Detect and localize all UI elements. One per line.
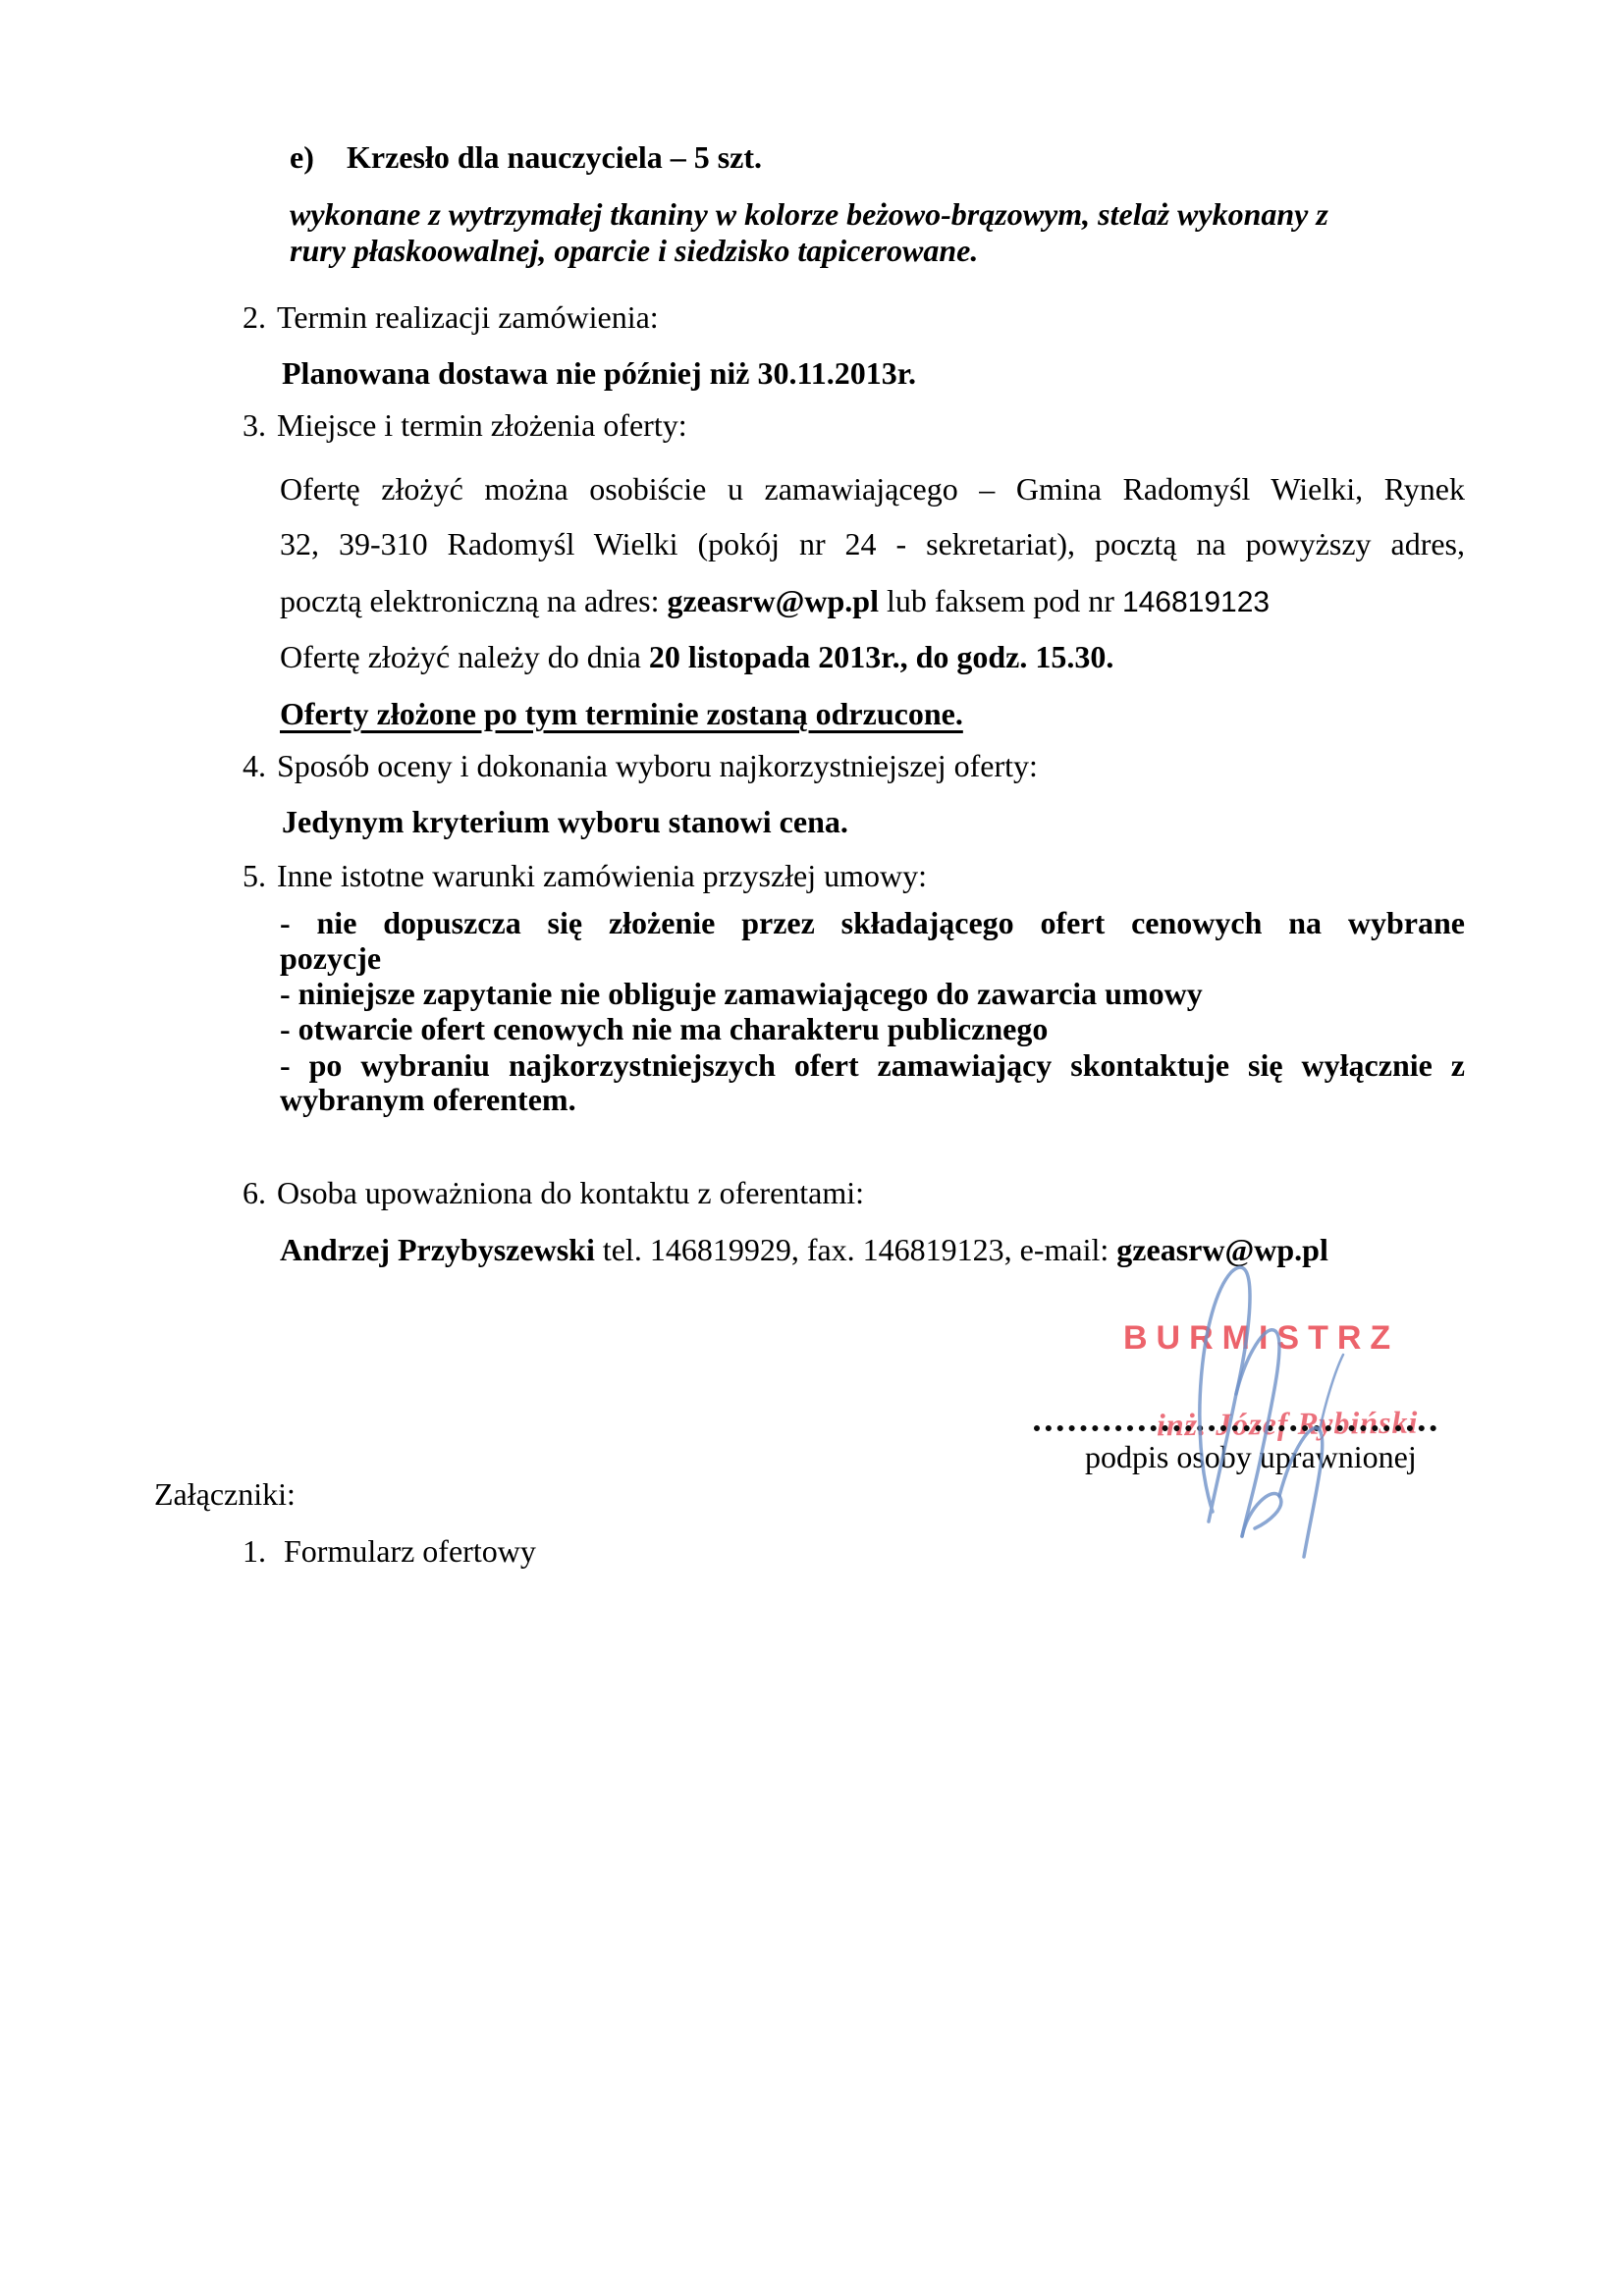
item-5-heading xyxy=(243,857,927,894)
item-e-description-line2: rury płaskoowalnej, oparcie i siedzisko tapicerowane. xyxy=(290,233,979,268)
item-5-condition-line6: wybranym oferentem. xyxy=(280,1082,576,1117)
item-5-condition-line1: - nie dopuszcza się złożenie przez składającego ofert cenowych na wybrane xyxy=(280,905,1465,940)
pen-signature xyxy=(1119,1255,1424,1567)
item-4-label: Sposób oceny i dokonania wyboru najkorzystniejszej oferty: xyxy=(277,748,1038,783)
item-3-deadline-line xyxy=(280,638,1113,675)
item-e-heading xyxy=(290,138,762,176)
item-e-title: Krzesło dla nauczyciela – 5 szt. xyxy=(347,139,763,175)
item-e-description-line1: wykonane z wytrzymałej tkaniny w kolorze beżowo-brązowym, stelaż wykonany z xyxy=(290,196,1328,232)
deadline-intro-text: Ofertę złożyć należy do dnia xyxy=(280,639,649,674)
item-5-condition-line3: - niniejsze zapytanie nie obliguje zamawiającego do zawarcia umowy xyxy=(280,976,1203,1011)
item-5-label: Inne istotne warunki zamówienia przyszłej umowy: xyxy=(277,858,928,893)
item-2-number: 2. xyxy=(243,299,266,335)
item-5-condition-line5: - po wybraniu najkorzystniejszych ofert zamawiający skontaktuje się wyłącznie z xyxy=(280,1047,1465,1083)
email-address: gzeasrw@wp.pl xyxy=(667,583,879,618)
signature-strokes xyxy=(1119,1255,1424,1559)
item-4-heading xyxy=(243,747,1038,784)
item-3-paragraph-line3 xyxy=(280,582,1270,621)
item-2-heading xyxy=(243,298,659,336)
item-2-label: Termin realizacji zamówienia: xyxy=(277,299,659,335)
item-e-marker: e) xyxy=(290,139,314,175)
item-3-label: Miejsce i termin złożenia oferty: xyxy=(277,407,687,443)
item-6-label: Osoba upoważniona do kontaktu z oferentami: xyxy=(277,1175,865,1210)
item-5-condition-line4: - otwarcie ofert cenowych nie ma charakteru publicznego xyxy=(280,1011,1049,1046)
item-3-number: 3. xyxy=(243,407,266,443)
fax-intro-text: lub faksem pod nr xyxy=(878,583,1122,618)
item-4-number: 4. xyxy=(243,748,266,783)
contact-email: gzeasrw@wp.pl xyxy=(1116,1232,1328,1267)
item-4-bold-line: Jedynym kryterium wyboru stanowi cena. xyxy=(282,804,848,839)
contact-phone-fax-text: tel. 146819929, fax. 146819123, e-mail: xyxy=(594,1232,1117,1267)
stamp-signer-name: inż. Józef Rybiński xyxy=(1156,1404,1419,1443)
attachment-item-1 xyxy=(243,1532,536,1570)
item-2-bold-line: Planowana dostawa nie później niż 30.11.2013r. xyxy=(282,355,916,391)
signature-caption: podpis osoby uprawnionej xyxy=(1085,1439,1417,1474)
deadline-date: 20 listopada 2013r., do godz. 15.30. xyxy=(648,639,1114,674)
attachment-1-number: 1. xyxy=(243,1533,266,1569)
item-5-number: 5. xyxy=(243,858,266,893)
item-3-paragraph-line1: Ofertę złożyć można osobiście u zamawiającego – Gmina Radomyśl Wielki, Rynek xyxy=(280,471,1465,507)
attachments-label: Załączniki: xyxy=(154,1476,296,1512)
item-5-condition-line2: pozycje xyxy=(280,940,382,976)
item-3-warning-line: Oferty złożone po tym terminie zostaną odrzucone. xyxy=(280,696,963,731)
contact-person-name: Andrzej Przybyszewski xyxy=(280,1232,595,1267)
item-6-heading xyxy=(243,1174,864,1211)
email-intro-text: pocztą elektroniczną na adres: xyxy=(280,583,668,618)
item-3-heading xyxy=(243,406,687,444)
item-3-paragraph-line2: 32, 39-310 Radomyśl Wielki (pokój nr 24 - sekretariat), pocztą na powyższy adres, xyxy=(280,526,1465,561)
attachment-1-label: Formularz ofertowy xyxy=(284,1533,536,1569)
fax-number: 146819123 xyxy=(1121,586,1271,618)
item-6-number: 6. xyxy=(243,1175,266,1210)
burmistrz-stamp: BURMISTRZ xyxy=(1123,1319,1400,1357)
